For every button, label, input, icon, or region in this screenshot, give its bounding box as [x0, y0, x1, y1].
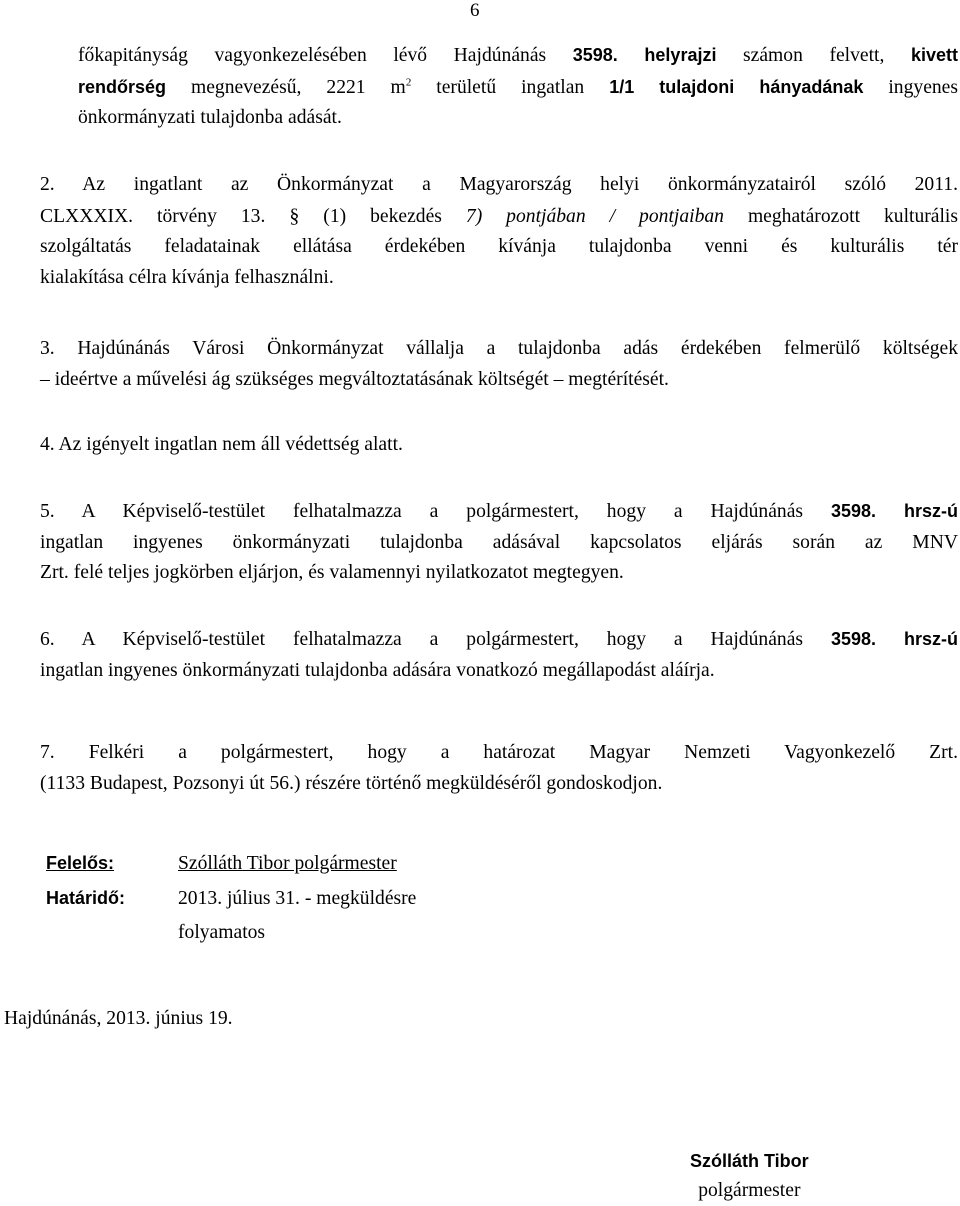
paragraph-2 — [40, 170, 958, 293]
p6-line-2: ingatlan ingyenes önkormányzati tulajdonba adására vonatkozó megállapodást aláírja. — [40, 659, 715, 681]
paragraph-4 — [40, 430, 958, 461]
deadline-label: Határidő: — [46, 888, 126, 908]
paragraph-7 — [40, 738, 958, 799]
place-date: Hajdúnánás, 2013. június 19. — [4, 1008, 233, 1029]
deadline-value-2: folyamatos — [178, 922, 266, 943]
p7-line-2: (1133 Budapest, Pozsonyi út 56.) részére történő megküldéséről gondoskodjon. — [40, 772, 663, 794]
responsible-label: Felelős: — [46, 853, 115, 873]
responsible-row — [46, 846, 416, 881]
p5-line-3: Zrt. felé teljes jogkörben eljárjon, és valamennyi nyilatkozatot megtegyen. — [40, 562, 624, 583]
p2-line-3: szolgáltatás feladatainak ellátása érdekében kívánja tulajdonba venni és kulturális tér — [40, 236, 958, 257]
intro-line-1 — [78, 40, 958, 72]
intro-line-2 — [78, 72, 958, 104]
p5-text: 5. A Képviselő-testület felhatalmazza a polgármestert, hogy a Hajdúnánás — [40, 501, 831, 522]
section-sign: § — [289, 204, 300, 227]
p3-line-1: 3. Hajdúnánás Városi Önkormányzat vállalja a tulajdonba adás érdekében felmerülő költségek — [40, 338, 958, 359]
p7-line-1: 7. Felkéri a polgármestert, hogy a határozat Magyar Nemzeti Vagyonkezelő Zrt. — [40, 742, 958, 763]
intro-paragraph — [78, 40, 958, 134]
intro-bold: kivett — [910, 45, 958, 65]
intro-text: ingyenes — [863, 76, 959, 98]
signature-title: polgármester — [698, 1180, 801, 1201]
intro-bold: 1/1 tulajdoni hányadának — [609, 76, 864, 97]
p6-bold: 3598. hrsz-ú — [830, 629, 958, 649]
p2-text: meghatározott kulturális — [723, 205, 958, 227]
paragraph-3 — [40, 334, 958, 395]
deadline-row — [46, 881, 416, 916]
page-number: 6 — [470, 0, 480, 21]
signature-block — [690, 1146, 809, 1206]
superscript: 2 — [405, 75, 412, 88]
responsible-block — [46, 846, 416, 950]
p2-line-1: 2. Az ingatlant az Önkormányzat a Magyarország helyi önkormányzatairól szóló 2011. — [40, 174, 958, 195]
p2-text: CLXXXIX. törvény 13. — [40, 205, 290, 227]
p2-italic: pontjaiban — [639, 205, 724, 227]
p5-line-1 — [40, 496, 958, 528]
paragraph-6 — [40, 624, 958, 686]
p6-text: 6. A Képviselő-testület felhatalmazza a polgármestert, hogy a Hajdúnánás — [40, 629, 831, 650]
deadline-value-1: 2013. július 31. - megküldésre — [178, 888, 417, 909]
p2-italic: / — [585, 205, 640, 227]
p3-line-2: – ideértve a művelési ág szükséges megváltoztatásának költségét – megtérítését. — [40, 368, 669, 390]
intro-text: főkapitányság vagyonkezelésében lévő Hajdúnánás — [78, 45, 573, 66]
responsible-value: Szólláth Tibor polgármester — [178, 853, 397, 874]
intro-line-3: önkormányzati tulajdonba adását. — [78, 107, 342, 128]
deadline-row-2 — [46, 916, 416, 950]
p2-text: (1) bekezdés — [299, 205, 466, 227]
intro-bold: 3598. helyrajzi — [572, 45, 717, 65]
intro-bold: rendőrség — [78, 76, 167, 97]
p2-line-4: kialakítása célra kívánja felhasználni. — [40, 266, 334, 288]
paragraph-5 — [40, 496, 958, 589]
p2-italic: 7) pontjában — [465, 205, 586, 227]
p5-bold: 3598. hrsz-ú — [830, 501, 958, 521]
p5-line-2: ingatlan ingyenes önkormányzati tulajdonba adásával kapcsolatos eljárás során az MNV — [40, 531, 958, 553]
intro-text: megnevezésű, 2221 m — [166, 76, 406, 98]
p4-line-1: 4. Az igényelt ingatlan nem áll védettség alatt. — [40, 434, 403, 455]
p6-line-1 — [40, 624, 958, 656]
p2-line-2 — [40, 201, 958, 233]
signature-name: Szólláth Tibor — [690, 1151, 809, 1171]
intro-text: területű ingatlan — [411, 76, 610, 98]
intro-text: számon felvett, — [716, 45, 911, 66]
